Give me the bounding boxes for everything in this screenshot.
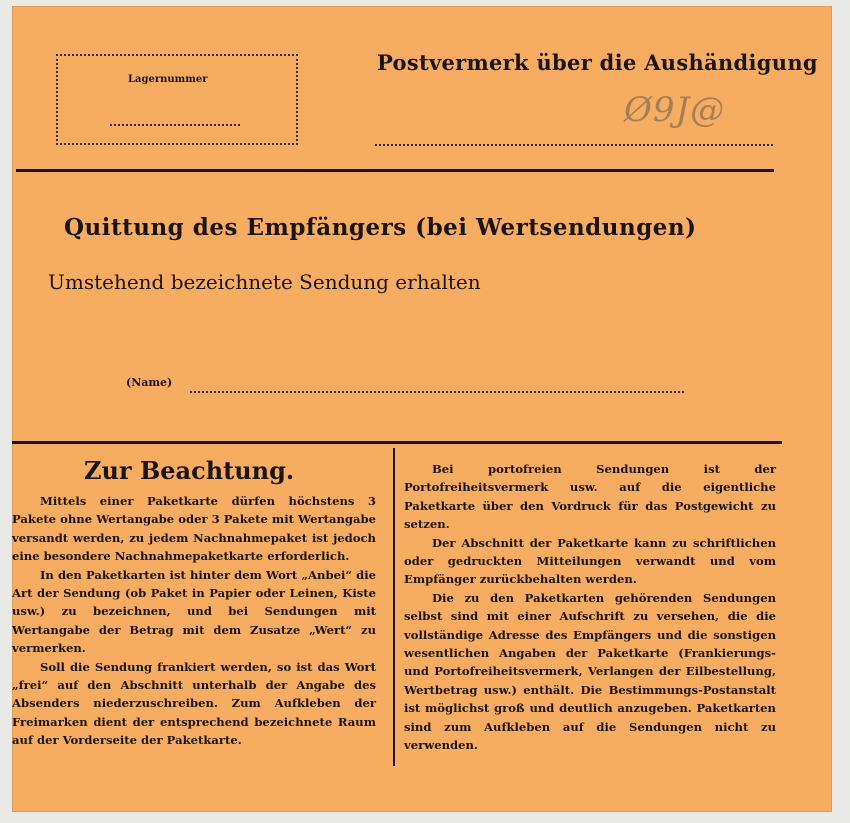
notes-right-paragraph: Bei portofreien Sendungen ist der Portofreiheitsvermerk usw. auf die eigentliche Paketkarte über den Vordruck für das Postgewicht zu setzen. [404,462,776,532]
storage-number-label: Lagernummer [128,74,208,85]
divider-middle [12,441,782,444]
name-label: (Name) [126,376,173,389]
receipt-subtitle: Umstehend bezeichnete Sendung erhalten [48,270,481,294]
post-note-heading: Postvermerk über die Aushändigung [377,50,818,75]
notes-left-paragraph: Soll die Sendung frankiert werden, so ist das Wort „frei“ auf den Abschnitt unterhalb der Angabe des Absenders niederzuschreiben. Zum Aufkleben der Freimarken dient der entsprechend bezeichnete Raum auf der Vorderseite der Paketkarte. [12,659,376,748]
notes-left-paragraph: Mittels einer Paketkarte dürfen höchstens 3 Pakete ohne Wertangabe oder 3 Pakete mit Wertangabe versandt werden, zu jedem Nachnahmepaket ist jedoch eine besondere Nachnahmepaketkarte erforderlich. [12,494,376,564]
notes-left-paragraph: In den Paketkarten ist hinter dem Wort „Anbei“ die Art der Sendung (ob Paket in Papier oder Leinen, Kiste usw.) zu bezeichnen, und bei Sendungen mit Wertangabe der Betrag mit dem Zusatze „Wert“ zu vermerken. [12,567,376,656]
notes-right-column [404,460,776,755]
notes-title: Zur Beachtung. [84,456,295,485]
column-divider [393,448,395,766]
divider-top [16,169,774,172]
notes-left-column [12,492,376,750]
notes-right-paragraph: Die zu den Paketkarten gehörenden Sendungen selbst sind mit einer Aufschrift zu versehen, die die vollständige Adresse des Empfängers und die sonstigen wesentlichen Angaben der Paketkarte (Frankierungs- und Portofreiheitsvermerk, Verlangen der Eilbestellung, Wertbetrag usw.) enthält. Die Bestimmungs-Postanstalt ist möglichst groß und deutlich anzugeben. Paketkarten sind zum Aufkleben auf die Sendungen nicht zu verwenden. [404,590,776,753]
notes-right-paragraph: Der Abschnitt der Paketkarte kann zu schriftlichen oder gedruckten Mitteilungen verwandt und vom Empfänger zurückbehalten werden. [404,535,776,587]
parcel-card [12,6,832,812]
pencil-annotation: Ø9J@ [624,90,726,130]
name-signature-line [190,391,684,393]
receipt-title: Quittung des Empfängers (bei Wertsendungen) [64,214,697,241]
storage-number-box [56,54,298,145]
post-note-line [375,144,773,146]
storage-number-line [110,124,240,126]
